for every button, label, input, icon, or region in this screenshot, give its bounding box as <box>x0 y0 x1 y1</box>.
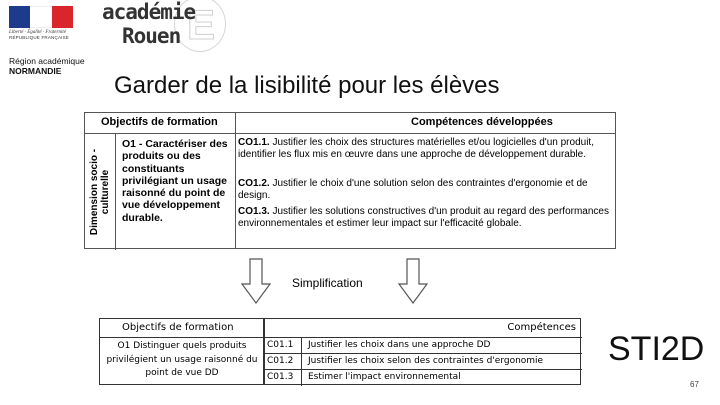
slide-title: Garder de la lisibilité pour les élèves <box>114 72 500 99</box>
region-academique-label <box>9 56 85 76</box>
column-divider <box>235 113 236 248</box>
competence-code: C01.2 <box>267 356 294 366</box>
competence-code: C01.1 <box>267 340 294 350</box>
academie-rouen-logo <box>100 0 240 60</box>
competence-text: Justifier les choix dans une approche DD <box>308 340 491 350</box>
competence-text: Justifier les solutions constructives d'un produit au regard des performances environnementales et estimer leur impact sur l'efficacité globale. <box>238 206 609 229</box>
referentiel-table <box>84 112 616 249</box>
dimension-label: Dimension socio - culturelle <box>89 148 111 236</box>
academie-e-letter: E <box>187 1 216 48</box>
cell-divider <box>301 338 302 354</box>
region-line-1: Région académique <box>9 56 85 66</box>
competence-text: Justifier les choix des structures matérielles et/ou logicielles d'un produit, identifier les flux mis en œuvre dans une approche de développement durable. <box>238 137 594 160</box>
header-competences: Compétences développées <box>411 116 553 128</box>
competence-item <box>238 206 610 229</box>
republique-francaise-logo <box>9 6 75 40</box>
region-line-2: NORMANDIE <box>9 66 62 76</box>
down-arrow-icon <box>241 258 271 304</box>
competence-code: CO1.1. <box>238 137 270 148</box>
page-number: 67 <box>690 380 699 389</box>
down-arrow-icon <box>398 258 428 304</box>
competence-code: CO1.3. <box>238 206 270 217</box>
republique-name: RÉPUBLIQUE FRANÇAISE <box>9 35 70 40</box>
column-divider <box>115 134 116 250</box>
objectif-cell: O1 - Caractériser des produits ou des constituants privilégiant un usage raisonné du point de vue développement durable. <box>122 138 228 224</box>
simplified-table <box>99 318 581 385</box>
competence-text: Justifier les choix selon des contraintes d'ergonomie <box>308 356 544 366</box>
objectif-cell: O1 Distinguer quels produits privilégient un usage raisonné du point de vue DD <box>106 341 258 378</box>
table-row <box>265 370 582 386</box>
academie-line-1: académie <box>102 0 196 24</box>
competence-text: Estimer l'impact environnemental <box>308 372 461 382</box>
competence-item <box>238 178 610 201</box>
cell-divider <box>301 354 302 370</box>
cell-divider <box>301 370 302 386</box>
republique-motto: Liberté · Égalité · Fraternité <box>9 30 66 35</box>
header-objectifs: Objectifs de formation <box>122 322 234 333</box>
competence-code: CO1.2. <box>238 178 270 189</box>
competence-code: C01.3 <box>267 372 294 382</box>
dimension-cell <box>85 134 115 250</box>
row-divider <box>100 337 263 338</box>
table-row <box>265 354 582 370</box>
sti2d-label: STI2D <box>608 330 705 368</box>
referentiel-table-header <box>85 113 615 134</box>
simplification-label: Simplification <box>292 276 363 290</box>
marianne-flag-icon <box>9 6 73 28</box>
header-objectifs: Objectifs de formation <box>101 116 218 128</box>
table-row <box>265 338 582 354</box>
competence-item <box>238 137 610 160</box>
header-competences: Compétences <box>507 322 576 333</box>
academie-line-2: Rouen <box>122 24 181 48</box>
competence-text: Justifier le choix d'une solution selon des contraintes d'ergonomie et de design. <box>238 178 588 201</box>
